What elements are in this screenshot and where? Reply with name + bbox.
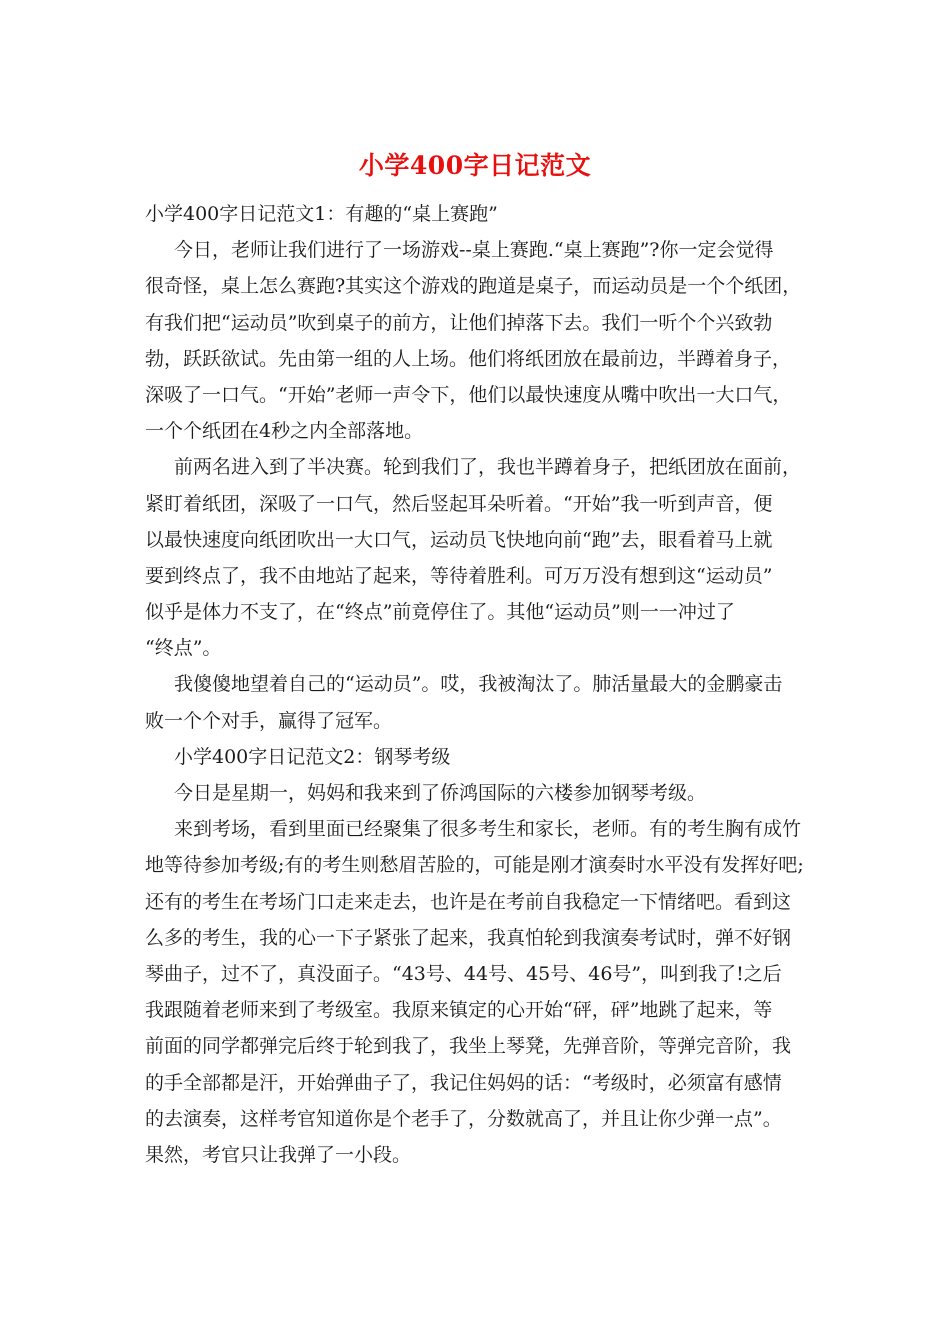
- text-line: 我傻傻地望着自己的“运动员”。哎，我被淘汰了。肺活量最大的金鹏豪击: [174, 673, 783, 696]
- text-line: 很奇怪，桌上怎么赛跑?其实这个游戏的跑道是桌子，而运动员是一个个纸团，: [145, 275, 802, 298]
- text-line: 紧盯着纸团，深吸了一口气，然后竖起耳朵听着。“开始”我一听到声音，便: [145, 492, 773, 515]
- text-line: 勃，跃跃欲试。先由第一组的人上场。他们将纸团放在最前边，半蹲着身子，: [145, 347, 792, 370]
- document-title: 小学400字日记范文: [358, 151, 592, 180]
- text-line: 似乎是体力不支了，在“终点”前竟停住了。其他“运动员”则一一冲过了: [145, 601, 735, 624]
- text-line: 深吸了一口气。“开始”老师一声令下，他们以最快速度从嘴中吹出一大口气，: [145, 383, 792, 406]
- document-body: [145, 196, 815, 1173]
- text-line: 一个个纸团在4秒之内全部落地。: [145, 420, 424, 443]
- text-line: 的手全部都是汗，开始弹曲子了，我记住妈妈的话：“考级时，必须富有感情: [145, 1071, 782, 1094]
- text-line: 的去演奏，这样考官知道你是个老手了，分数就高了，并且让你少弹一点”。: [145, 1107, 782, 1130]
- text-line: 前面的同学都弹完后终于轮到我了，我坐上琴凳，先弹音阶，等弹完音阶，我: [145, 1035, 792, 1058]
- text-line: 果然，考官只让我弹了一小段。: [145, 1143, 412, 1166]
- text-line: 小学400字日记范文1：有趣的“桌上赛跑”: [145, 203, 498, 225]
- text-line: 今日，老师让我们进行了一场游戏--桌上赛跑.“桌上赛跑”?你一定会觉得: [174, 239, 774, 262]
- text-line: 败一个个对手，赢得了冠军。: [145, 709, 393, 732]
- text-line: 还有的考生在考场门口走来走去，也许是在考前自我稳定一下情绪吧。看到这: [145, 890, 792, 913]
- text-line: 么多的考生，我的心一下子紧张了起来，我真怕轮到我演奏考试时，弹不好钢: [145, 926, 792, 949]
- text-line: 要到终点了，我不由地站了起来，等待着胜利。可万万没有想到这“运动员”: [145, 564, 773, 587]
- text-line: 琴曲子，过不了，真没面子。“43号、44号、45号、46号”，叫到我了!之后: [145, 962, 782, 985]
- text-line: 来到考场，看到里面已经聚集了很多考生和家长，老师。有的考生胸有成竹: [174, 818, 802, 841]
- text-line: “终点”。: [145, 637, 222, 660]
- text-line: 今日是星期一，妈妈和我来到了侨鸿国际的六楼参加钢琴考级。: [174, 782, 707, 804]
- text-line: 以最快速度向纸团吹出一大口气，运动员飞快地向前“跑”去，眼看着马上就: [145, 528, 773, 551]
- text-line: 前两名进入到了半决赛。轮到我们了，我也半蹲着身子，把纸团放在面前，: [174, 456, 802, 479]
- text-line: 小学400字日记范文2：钢琴考级: [174, 745, 451, 768]
- text-line: 我跟随着老师来到了考级室。我原来镇定的心开始“砰，砰”地跳了起来，等: [145, 999, 773, 1022]
- text-line: 有我们把“运动员”吹到桌子的前方，让他们掉落下去。我们一听个个兴致勃: [145, 311, 773, 334]
- text-line: 地等待参加考级;有的考生则愁眉苦脸的，可能是刚才演奏时水平没有发挥好吧;: [145, 854, 804, 877]
